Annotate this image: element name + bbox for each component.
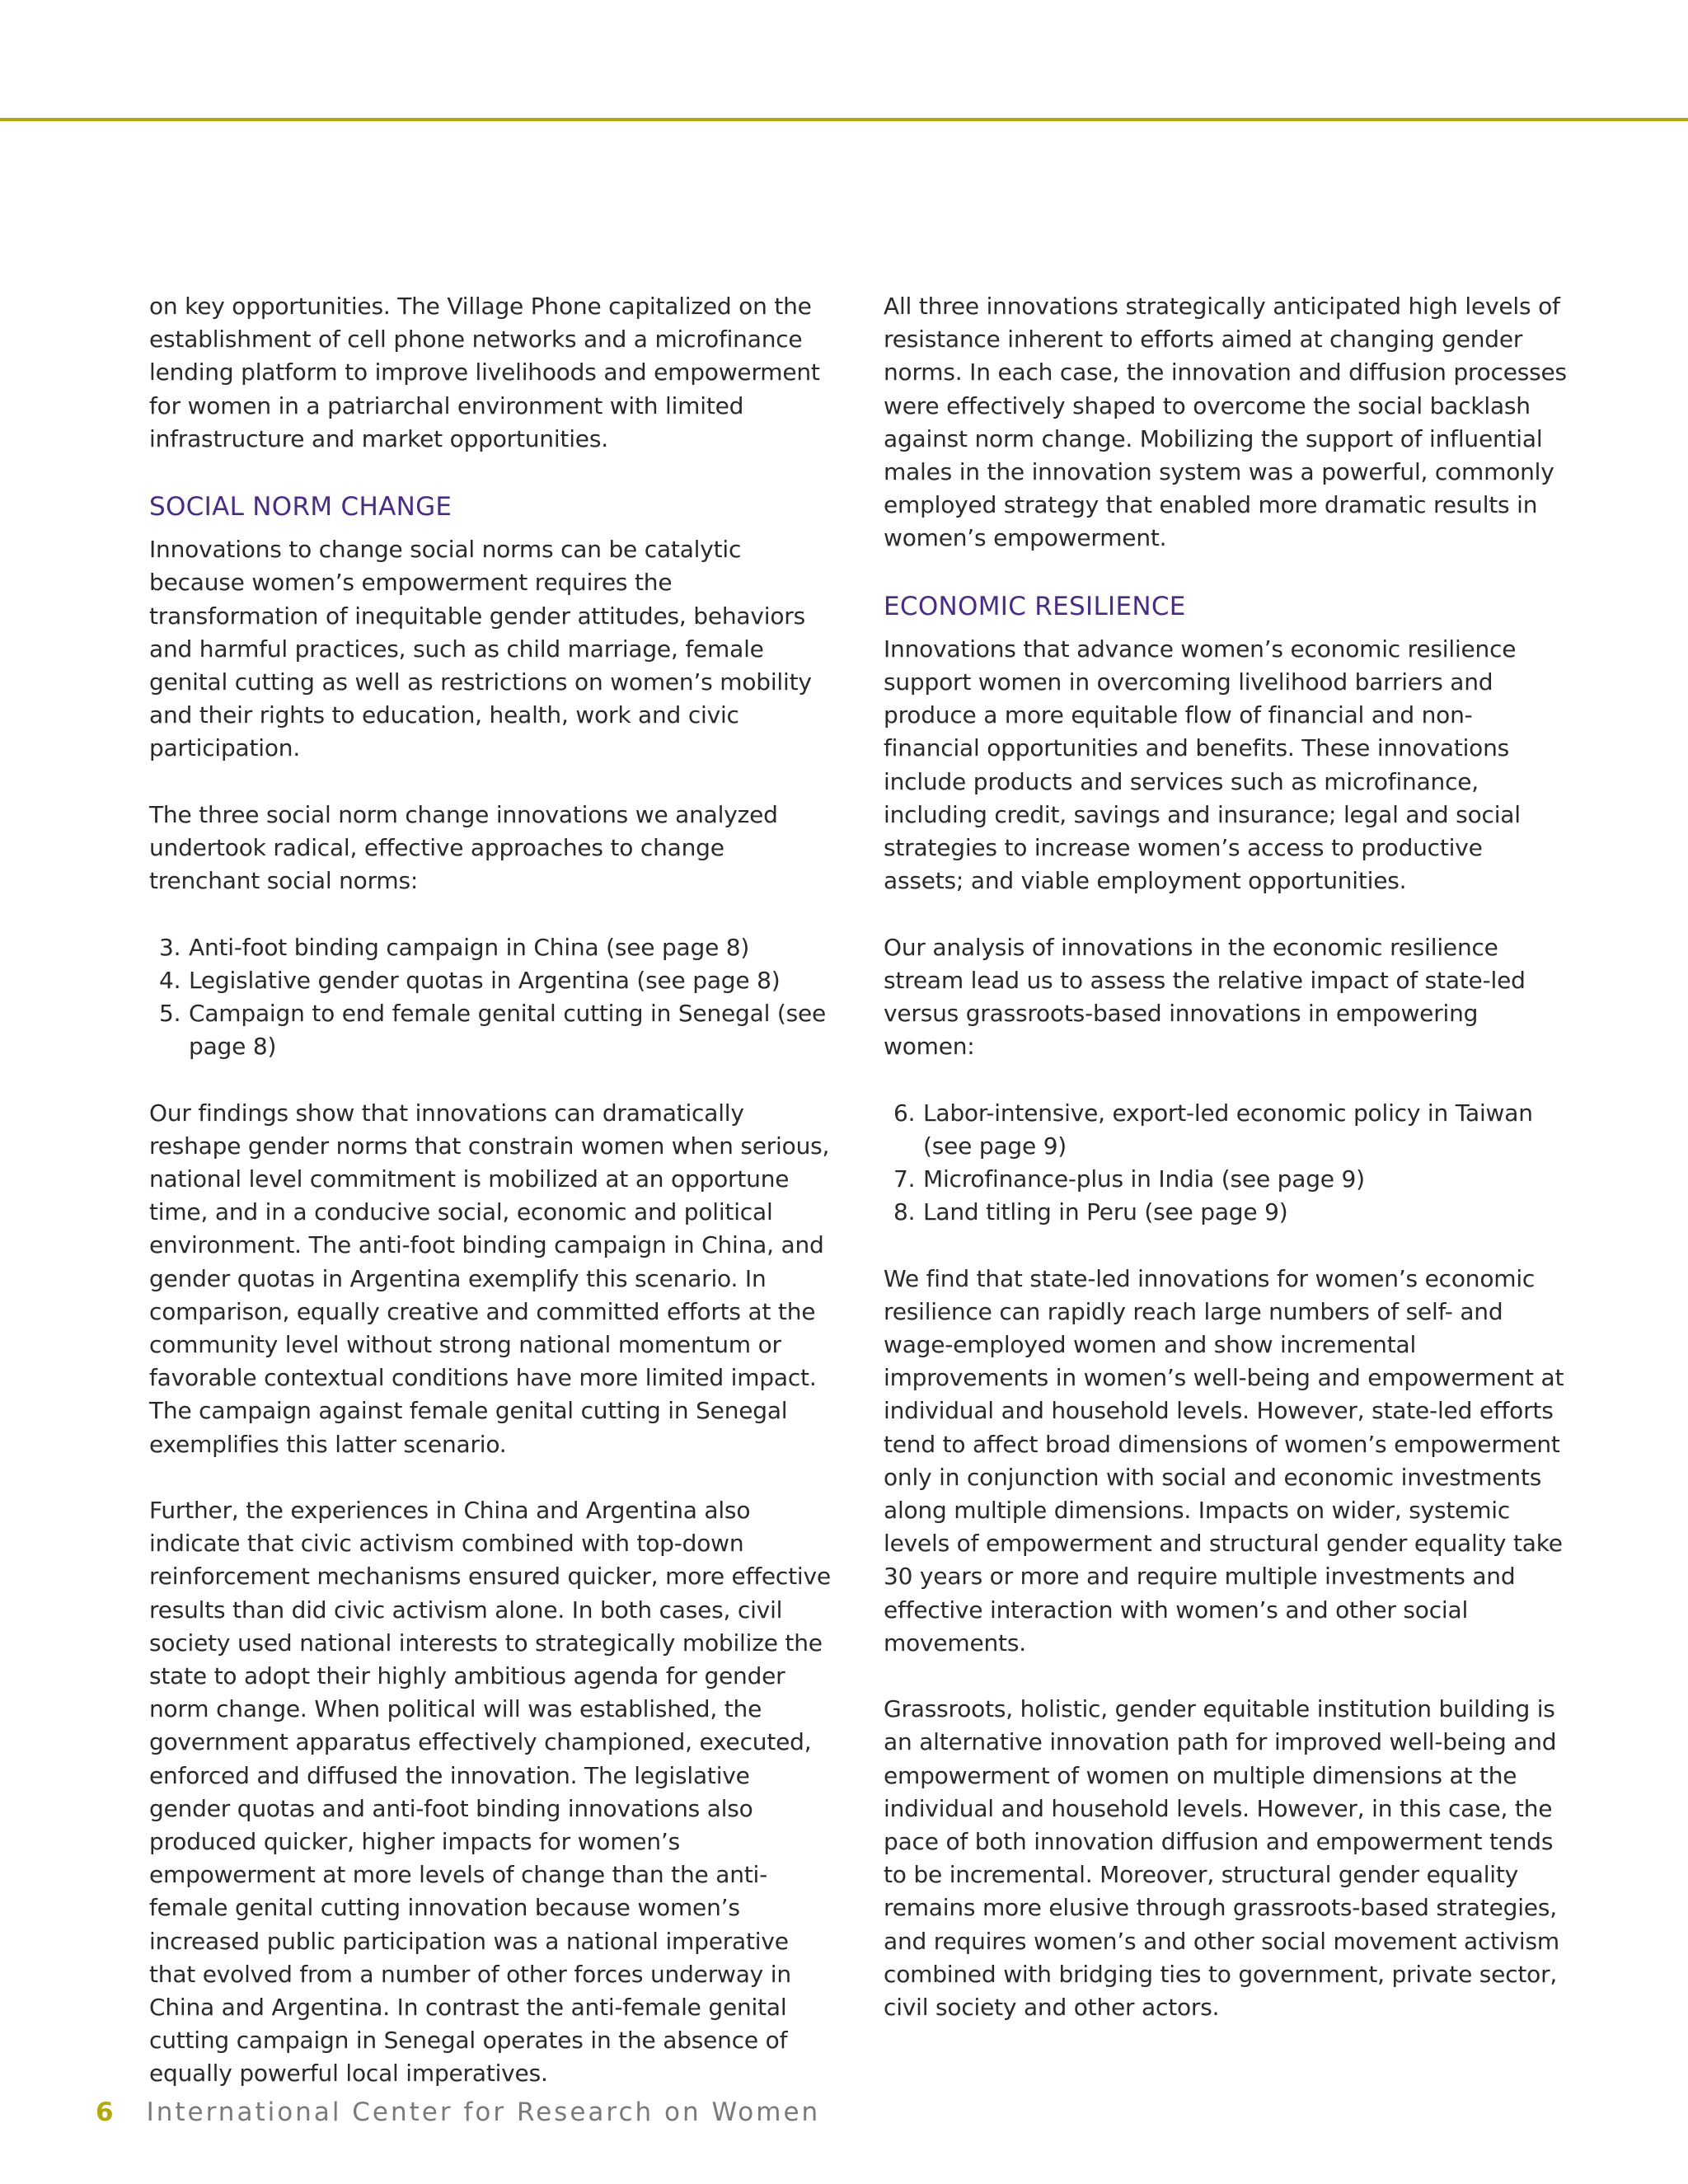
list-item (149, 931, 833, 964)
right-column (884, 290, 1568, 2057)
economic-paragraph-2: Our analysis of innovations in the economic resilience stream lead us to assess the relative impact of state-led versus grassroots-based innovations in empowering women: (884, 933, 1526, 1061)
list-item-number: 6. (893, 1099, 916, 1127)
economic-innovation-list (884, 1097, 1568, 1230)
social-norm-heading: SOCIAL NORM CHANGE (149, 492, 452, 523)
list-item-number: 4. (159, 966, 181, 994)
page-number: 6 (96, 2097, 114, 2127)
social-norm-paragraph-1: Innovations to change social norms can be catalytic because women’s empowerment requires the transformation of inequitable gender attitudes, behaviors and harmful practices, such as child marriage, female genital cutting as well as restrictions on women’s mobility and their rights to education, health, work and civic participation. (149, 536, 812, 762)
economic-resilience-heading: ECONOMIC RESILIENCE (884, 591, 1186, 621)
list-item-number: 3. (159, 933, 181, 961)
social-norm-innovation-list (149, 931, 833, 1064)
top-divider-rule (0, 118, 1688, 121)
list-item (149, 997, 833, 1063)
list-item-number: 7. (893, 1165, 916, 1193)
further-paragraph: Further, the experiences in China and Argentina also indicate that civic activism combined with top-down reinforcement mechanisms ensured quicker, more effective results than did civic activism alone. In both cases, civil society used national interests to strategically mobilize the state to adopt their highly ambitious agenda for gender norm change. When political will was established, the government apparatus effectively championed, executed, enforced and diffused the innovation. The legislative gender quotas and anti-foot binding innovations also produced quicker, higher impacts for women’s empowerment at more levels of change than the anti-female genital cutting innovation because women’s increased public participation was a national imperative that evolved from a number of other forces underway in China and Argentina. In contrast the anti-female genital cutting campaign in Senegal operates in the absence of equally powerful local imperatives. (149, 1497, 831, 2088)
list-item (884, 1097, 1568, 1163)
list-item-text: Labor-intensive, export-led economic policy in Taiwan (see page 9) (923, 1099, 1533, 1160)
left-intro-paragraph: on key opportunities. The Village Phone capitalized on the establishment of cell phone networks and a microfinance lending platform to improve livelihoods and empowerment for women in a patriarchal environment with limited infrastructure and market opportunities. (149, 293, 820, 452)
list-item-number: 8. (893, 1198, 916, 1226)
list-item (149, 964, 833, 997)
grassroots-paragraph: Grassroots, holistic, gender equitable institution building is an alternative innovation path for improved well-being and empowerment of women on multiple dimensions at the individual and household levels. However, in this case, the pace of both innovation diffusion and empowerment tends to be incremental. Moreover, structural gender equality remains more elusive through grassroots-based strategies, and requires women’s and other social movement activism combined with bridging ties to government, private sector, civil society and other actors. (884, 1695, 1559, 2022)
economic-paragraph-1: Innovations that advance women’s economic resilience support women in overcoming livelihood barriers and produce a more equitable flow of financial and non-financial opportunities and benefits. These innovations include products and services such as microfinance, including credit, savings and insurance; legal and social strategies to increase women’s access to productive assets; and viable employment opportunities. (884, 635, 1521, 895)
social-norm-paragraph-2: The three social norm change innovations we analyzed undertook radical, effective approaches to change trenchant social norms: (149, 800, 778, 895)
state-led-paragraph: We find that state-led innovations for women’s economic resilience can rapidly reach large numbers of self- and wage-employed women and show incremental improvements in women’s well-being and empowerment at individual and household levels. However, state-led efforts tend to affect broad dimensions of women’s empowerment only in conjunction with social and economic investments along multiple dimensions. Impacts on wider, systemic levels of empowerment and structural gender equality take 30 years or more and require multiple investments and effective interaction with women’s and other social movements. (884, 1264, 1564, 1657)
left-column (149, 290, 833, 2124)
right-intro-paragraph: All three innovations strategically anticipated high levels of resistance inherent to efforts aimed at changing gender norms. In each case, the innovation and diffusion processes were effectively shaped to overcome the social backlash against norm change. Mobilizing the support of influential males in the innovation system was a powerful, commonly employed strategy that enabled more dramatic results in women’s empowerment. (884, 293, 1567, 552)
findings-paragraph: Our findings show that innovations can dramatically reshape gender norms that constrain women when serious, national level commitment is mobilized at an opportune time, and in a conducive social, economic and political environment. The anti-foot binding campaign in China, and gender quotas in Argentina exemplify this scenario. In comparison, equally creative and committed efforts at the community level without strong national momentum or favorable contextual conditions have more limited impact. The campaign against female genital cutting in Senegal exemplifies this latter scenario. (149, 1099, 830, 1458)
list-item-text: Legislative gender quotas in Argentina (see page 8) (189, 966, 781, 994)
list-item-text: Microfinance-plus in India (see page 9) (923, 1165, 1365, 1193)
list-item (884, 1196, 1568, 1229)
list-item-text: Land titling in Peru (see page 9) (923, 1198, 1288, 1226)
footer-organization-name: International Center for Research on Women (146, 2097, 821, 2127)
list-item-number: 5. (159, 1000, 181, 1028)
list-item-text: Campaign to end female genital cutting in Senegal (see page 8) (189, 1000, 827, 1061)
list-item-text: Anti-foot binding campaign in China (see page 8) (189, 933, 750, 961)
page-footer (96, 2096, 820, 2129)
list-item (884, 1163, 1568, 1196)
